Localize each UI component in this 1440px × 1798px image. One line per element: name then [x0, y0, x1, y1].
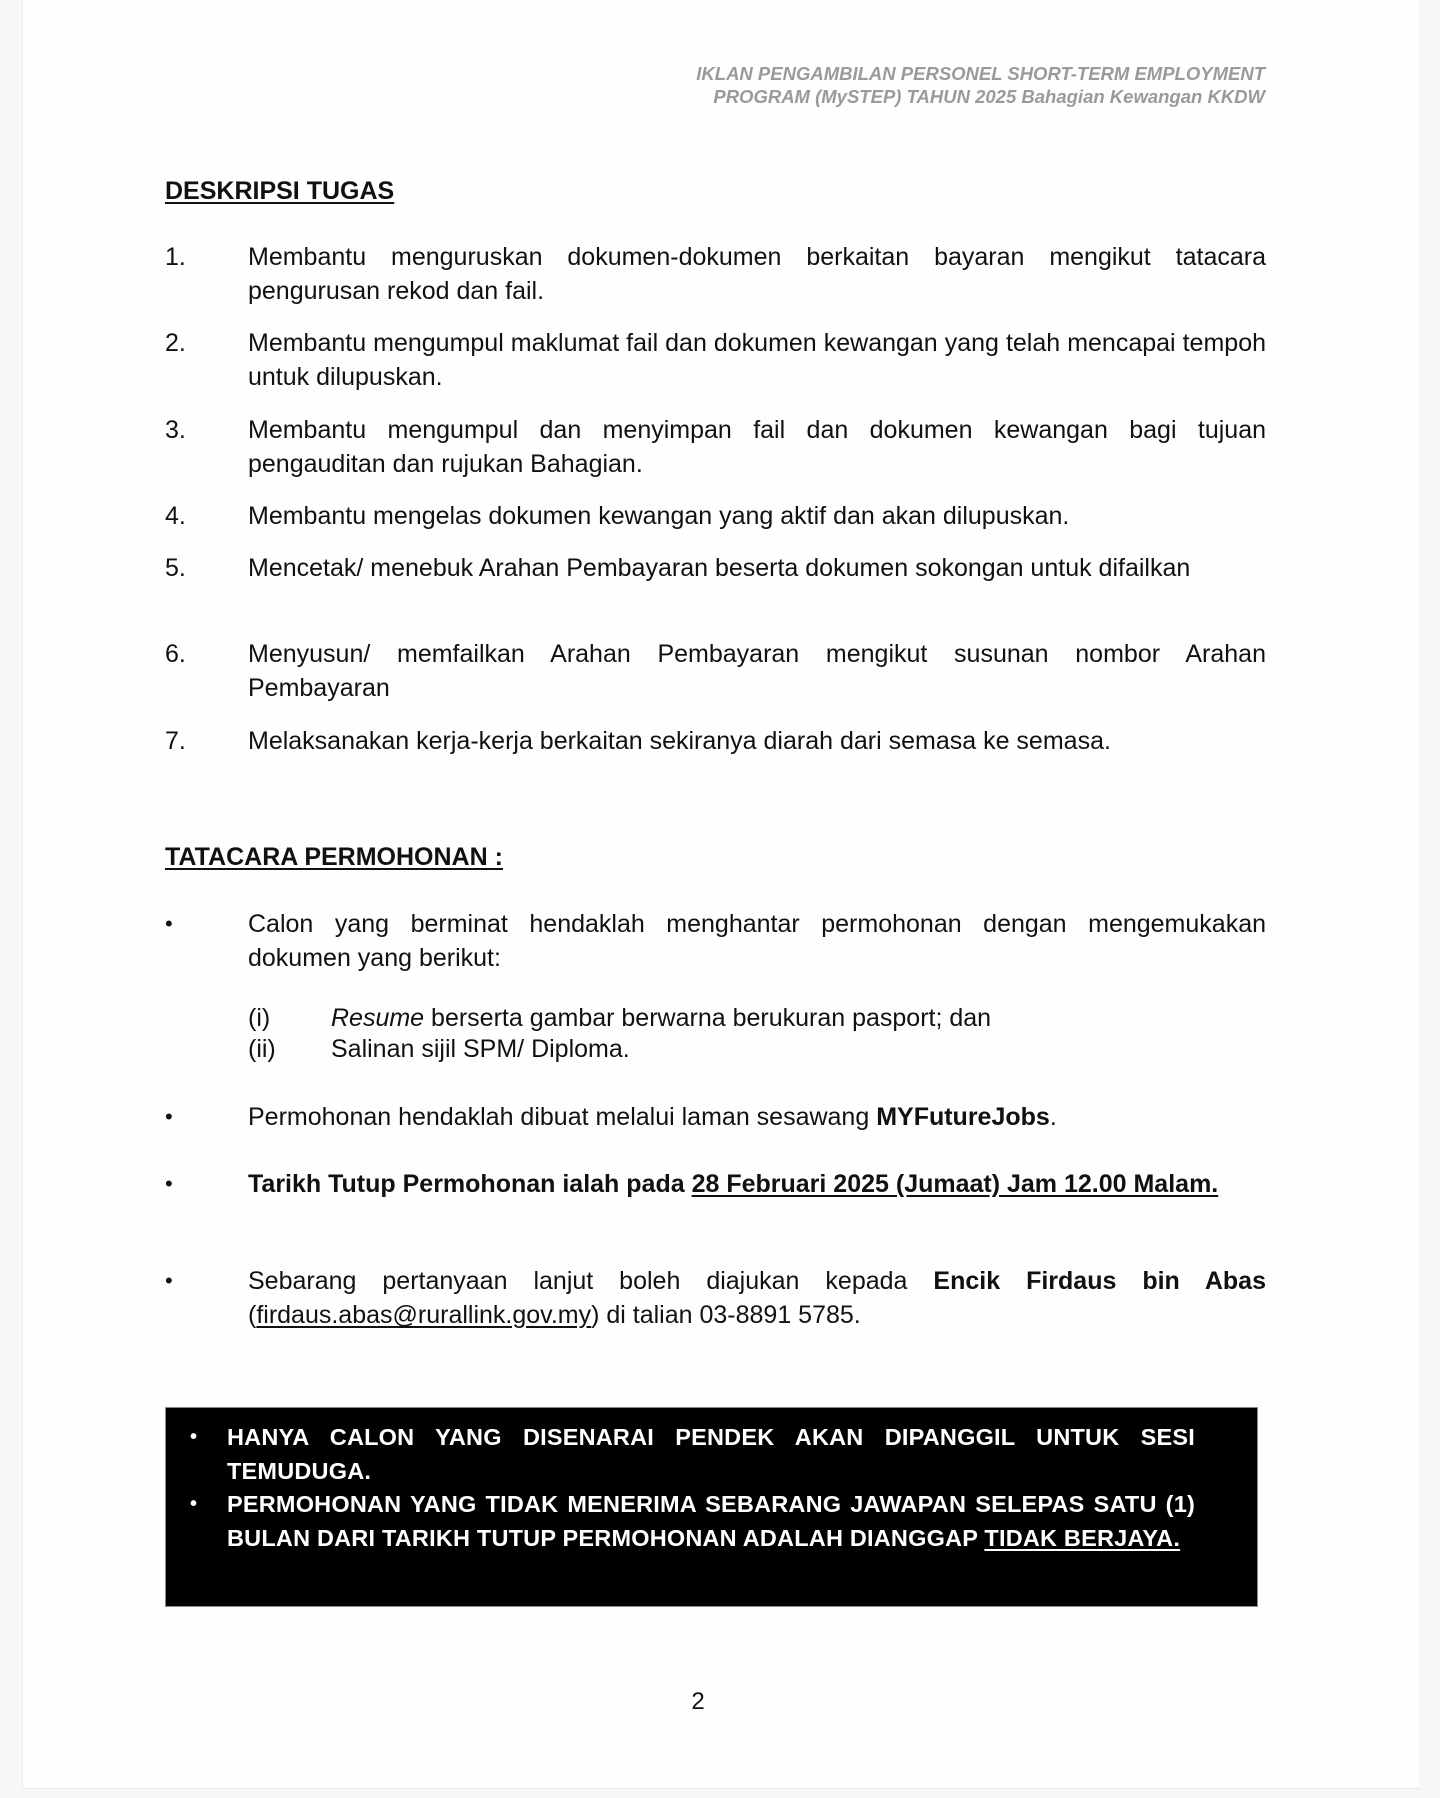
- resume-italic: Resume: [331, 1004, 425, 1032]
- notice-text: HANYA CALON YANG DISENARAI PENDEK AKAN DIPANGGIL UNTUK SESI TEMUDUGA.: [227, 1424, 1195, 1484]
- task-number: 1.: [165, 243, 186, 271]
- heading-deskripsi-tugas: DESKRIPSI TUGAS: [165, 177, 395, 205]
- notice-box: [165, 1407, 1258, 1607]
- task-number: 5.: [165, 554, 186, 582]
- task-text: Menyusun/ memfailkan Arahan Pembayaran mengikut susunan nombor Arahan Pembayaran: [248, 640, 1266, 702]
- application-bullet-text: Permohonan hendaklah dibuat melalui laman sesawang MYFutureJobs.: [248, 1103, 1057, 1131]
- bullet-icon: •: [165, 1104, 173, 1129]
- task-text: Mencetak/ menebuk Arahan Pembayaran beserta dokumen sokongan untuk difailkan: [248, 554, 1191, 582]
- task-text: Membantu mengumpul maklumat fail dan dokumen kewangan yang telah mencapai tempoh untuk dilupuskan.: [248, 329, 1266, 391]
- task-number: 6.: [165, 640, 186, 668]
- notice-text: PERMOHONAN YANG TIDAK MENERIMA SEBARANG JAWAPAN SELEPAS SATU (1) BULAN DARI TARIKH TUTUP PERMOHONAN ADALAH DIANGGAP TIDAK BERJAYA.: [227, 1491, 1195, 1551]
- running-header-line-2: PROGRAM (MySTEP) TAHUN 2025 Bahagian Kewangan KKDW: [713, 86, 1265, 107]
- task-item: [165, 499, 1266, 533]
- task-item: [165, 326, 1266, 394]
- application-bullet-text: Calon yang berminat hendaklah menghantar permohonan dengan mengemukakan dokumen yang berikut:: [248, 910, 1266, 972]
- myfuturejobs-name: MYFutureJobs: [876, 1103, 1050, 1131]
- required-document-text: Resume berserta gambar berwarna berukuran pasport; dan: [331, 1004, 992, 1032]
- task-item: [165, 637, 1266, 705]
- bullet-icon: •: [190, 1493, 198, 1515]
- notice-item: [190, 1488, 1195, 1555]
- application-bullet: [165, 1100, 1266, 1134]
- required-document-number: (ii): [248, 1035, 276, 1063]
- task-number: 3.: [165, 416, 186, 444]
- running-header: [696, 62, 1265, 108]
- task-text: Membantu mengelas dokumen kewangan yang aktif dan akan dilupuskan.: [248, 502, 1070, 530]
- bullet-icon: •: [190, 1426, 198, 1448]
- contact-person: Encik Firdaus bin Abas: [933, 1267, 1266, 1295]
- task-item: [165, 240, 1266, 308]
- running-header-line-1: IKLAN PENGAMBILAN PERSONEL SHORT-TERM EMPLOYMENT: [696, 63, 1265, 84]
- closing-date-bullet: [165, 1167, 1266, 1201]
- task-number: 7.: [165, 727, 186, 755]
- required-document-number: (i): [248, 1004, 271, 1032]
- contact-bullet: [165, 1264, 1266, 1332]
- task-text: Membantu mengumpul dan menyimpan fail dan dokumen kewangan bagi tujuan pengauditan dan rujukan Bahagian.: [248, 416, 1266, 478]
- task-text: Membantu menguruskan dokumen-dokumen berkaitan bayaran mengikut tatacara pengurusan rekod dan fail.: [248, 243, 1266, 305]
- bullet-icon: •: [165, 1268, 173, 1293]
- task-number: 4.: [165, 502, 186, 530]
- notice-underlined: TIDAK BERJAYA.: [984, 1524, 1181, 1551]
- notice-item: [190, 1421, 1195, 1488]
- closing-date: 28 Februari 2025 (Jumaat) Jam 12.00 Malam.: [691, 1170, 1219, 1198]
- task-item: [165, 413, 1266, 481]
- bullet-icon: •: [165, 911, 173, 936]
- task-number: 2.: [165, 329, 186, 357]
- contact-email-link[interactable]: firdaus.abas@rurallink.gov.my: [256, 1301, 592, 1329]
- required-document-text: Salinan sijil SPM/ Diploma.: [331, 1035, 630, 1063]
- contact-text: Sebarang pertanyaan lanjut boleh diajukan kepada Encik Firdaus bin Abas (firdaus.abas@rurallink.gov.my) di talian 03-8891 5785.: [248, 1267, 1266, 1329]
- task-text: Melaksanakan kerja-kerja berkaitan sekiranya diarah dari semasa ke semasa.: [248, 727, 1111, 755]
- heading-tatacara-permohonan: TATACARA PERMOHONAN :: [165, 843, 503, 871]
- task-item: [165, 551, 1266, 585]
- application-bullet: [165, 907, 1266, 975]
- page-number: 2: [691, 1688, 705, 1715]
- bullet-icon: •: [165, 1171, 173, 1196]
- task-item: [165, 724, 1266, 758]
- closing-date-text: Tarikh Tutup Permohonan ialah pada 28 Februari 2025 (Jumaat) Jam 12.00 Malam.: [248, 1170, 1219, 1198]
